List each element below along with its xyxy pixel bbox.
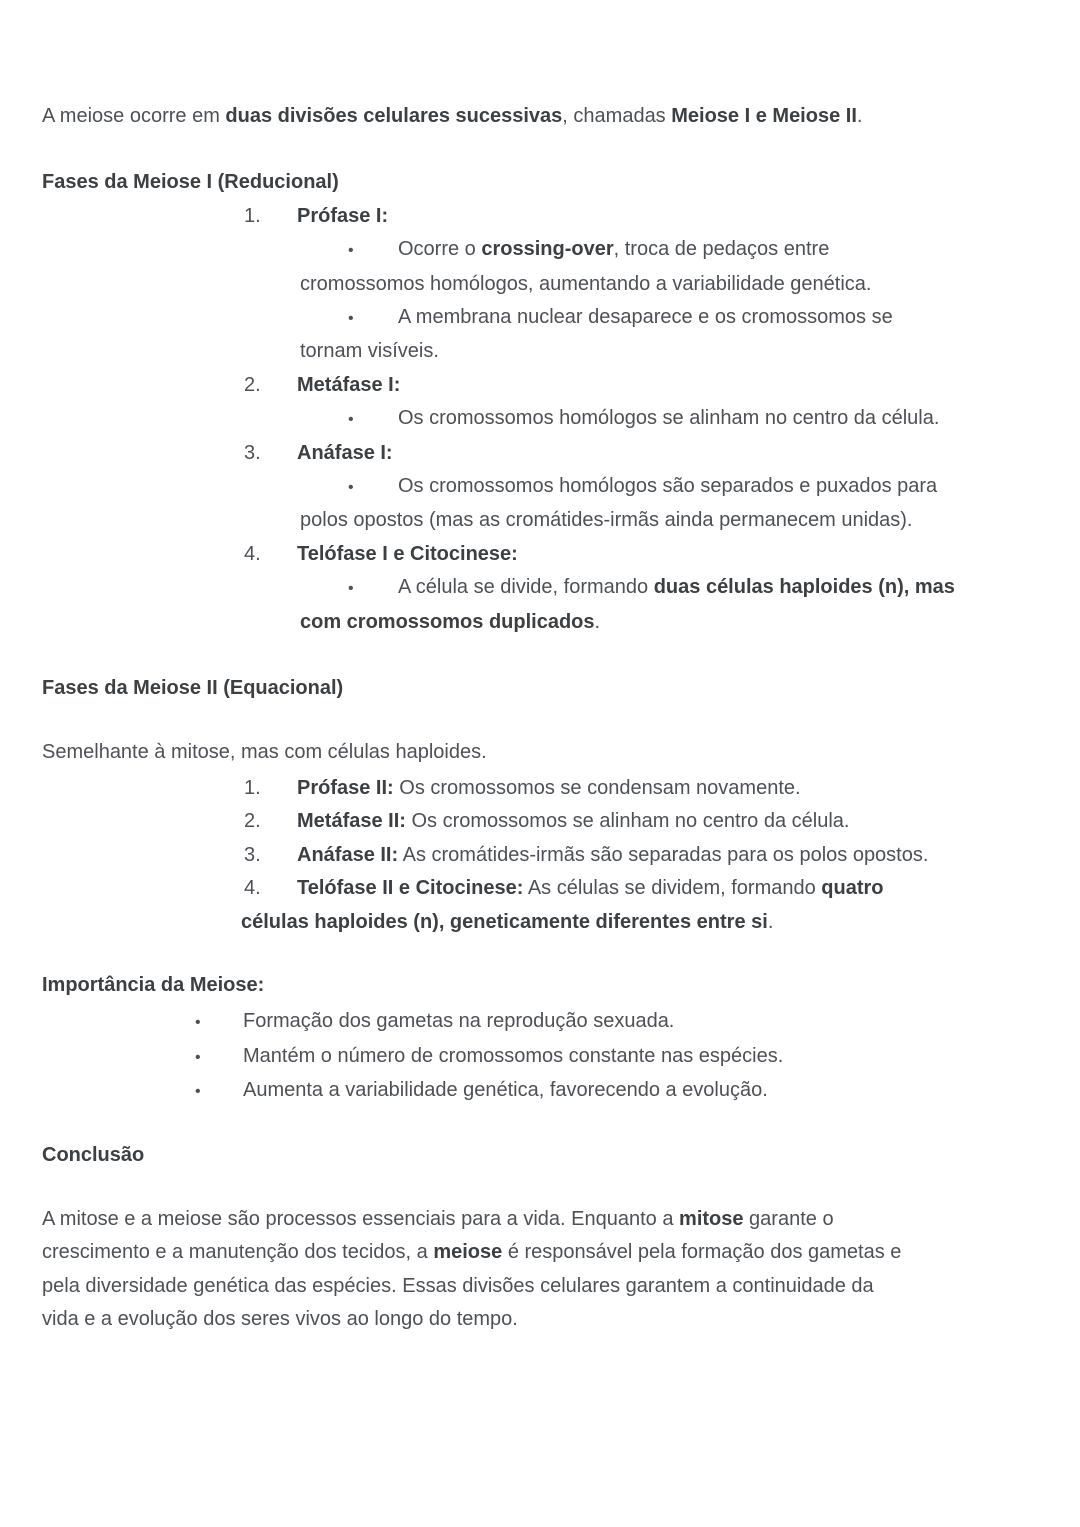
- bullet-item: [42, 1005, 1022, 1039]
- item-title: Prófase II:: [297, 776, 394, 799]
- text-segment: A meiose ocorre em: [42, 105, 226, 127]
- text-segment: Mantém o número de cromossomos constante nas espécies.: [243, 1044, 784, 1067]
- ordered-item: [42, 772, 1022, 805]
- bullet-item: [42, 571, 1022, 639]
- text-segment: polos opostos (mas as cromátides-irmãs ainda permanecem unidas).: [300, 509, 913, 532]
- text-segment: As cromátides-irmãs são separadas para os polos opostos.: [398, 843, 929, 866]
- bullet-item: [42, 402, 1022, 436]
- bullet-item: [42, 301, 1022, 369]
- item-number: 4.: [244, 877, 261, 900]
- text-segment: duas divisões celulares sucessivas: [225, 105, 563, 127]
- text-segment: duas células haploides (n), mas: [653, 576, 955, 599]
- heading-fases-meiose-ii: Fases da Meiose II (Equacional): [42, 677, 344, 700]
- text-segment: crossing-over: [481, 238, 614, 261]
- item-number: 3.: [244, 843, 261, 866]
- bullet-marker: •: [348, 580, 354, 598]
- bullet-item: [42, 470, 1022, 538]
- meiose-ii-intro: Semelhante à mitose, mas com células haploides.: [42, 740, 487, 763]
- text-segment: .: [594, 610, 601, 633]
- item-number: 2.: [244, 810, 261, 833]
- item-title: Telófase II e Citocinese:: [297, 877, 524, 900]
- item-number: 2.: [244, 373, 261, 396]
- text-segment: cromossomos homólogos, aumentando a variabilidade genética.: [300, 272, 872, 295]
- bullet-item: [42, 1040, 1022, 1074]
- bullet-marker: •: [348, 411, 354, 429]
- item-title: Prófase I:: [297, 204, 389, 227]
- text-segment: .: [856, 105, 863, 127]
- text-segment: células haploides (n), geneticamente diferentes entre si: [241, 910, 768, 933]
- text-segment: Meiose I e Meiose II: [671, 105, 857, 127]
- ordered-item: [42, 805, 1022, 838]
- text-segment: Os cromossomos se condensam novamente.: [393, 776, 801, 799]
- text-segment: Os cromossomos homólogos são separados e puxados para: [398, 475, 938, 498]
- importancia-list: [42, 1005, 1022, 1108]
- text-segment: meiose: [433, 1241, 503, 1264]
- heading-conclusao: Conclusão: [42, 1143, 145, 1166]
- text-segment: tornam visíveis.: [300, 340, 439, 363]
- text-segment: A célula se divide, formando: [398, 576, 654, 599]
- text-segment: , chamadas: [562, 105, 672, 127]
- ordered-item: [42, 200, 1022, 233]
- meiose-ii-phases-list: [42, 772, 1022, 939]
- item-title: Anáfase I:: [297, 441, 393, 464]
- bullet-marker: •: [195, 1048, 201, 1066]
- ordered-item: [42, 872, 1022, 939]
- text-segment: A membrana nuclear desaparece e os cromossomos se: [398, 306, 893, 329]
- ordered-item: [42, 839, 1022, 872]
- text-segment: Formação dos gametas na reprodução sexuada.: [243, 1010, 675, 1033]
- bullet-item: [42, 233, 1022, 301]
- bullet-marker: •: [348, 479, 354, 497]
- bullet-item: [42, 1074, 1022, 1108]
- text-segment: garante o: [743, 1207, 834, 1230]
- item-number: 3.: [244, 441, 261, 464]
- item-title: Metáfase I:: [297, 373, 401, 396]
- item-title: Metáfase II:: [297, 810, 406, 833]
- text-segment: crescimento e a manutenção dos tecidos, a: [42, 1241, 434, 1264]
- heading-importancia: Importância da Meiose:: [42, 973, 265, 996]
- text-segment: Os cromossomos se alinham no centro da célula.: [405, 810, 850, 833]
- item-title: Anáfase II:: [297, 843, 399, 866]
- item-number: 1.: [244, 776, 261, 799]
- text-segment: vida e a evolução dos seres vivos ao longo do tempo.: [42, 1308, 518, 1331]
- ordered-item: [42, 437, 1022, 470]
- text-segment: , troca de pedaços entre: [613, 238, 830, 261]
- bullet-marker: •: [348, 242, 354, 260]
- bullet-marker: •: [348, 310, 354, 328]
- text-segment: Os cromossomos homólogos se alinham no centro da célula.: [398, 407, 940, 430]
- item-number: 4.: [244, 542, 261, 565]
- ordered-item: [42, 538, 1022, 571]
- heading-fases-meiose-i: Fases da Meiose I (Reducional): [42, 171, 339, 194]
- document-page: [42, 100, 1022, 1337]
- item-title: Telófase I e Citocinese:: [297, 542, 518, 565]
- text-segment: A mitose e a meiose são processos essenciais para a vida. Enquanto a: [42, 1207, 680, 1230]
- item-number: 1.: [244, 204, 261, 227]
- meiose-i-phases-list: [42, 200, 1022, 639]
- bullet-marker: •: [195, 1083, 201, 1101]
- ordered-item: [42, 369, 1022, 402]
- bullet-marker: •: [195, 1014, 201, 1032]
- text-segment: com cromossomos duplicados: [300, 610, 595, 633]
- text-segment: quatro: [821, 877, 884, 900]
- text-segment: Aumenta a variabilidade genética, favorecendo a evolução.: [243, 1079, 768, 1102]
- text-segment: As células se dividem, formando: [523, 877, 822, 900]
- text-segment: pela diversidade genética das espécies. Essas divisões celulares garantem a continuidade da: [42, 1274, 874, 1297]
- text-segment: .: [767, 910, 774, 933]
- text-segment: é responsável pela formação dos gametas e: [502, 1241, 902, 1264]
- text-segment: Ocorre o: [398, 238, 482, 261]
- intro-paragraph: [42, 100, 1022, 133]
- conclusion-paragraph: [42, 1203, 1022, 1337]
- text-segment: mitose: [679, 1207, 744, 1230]
